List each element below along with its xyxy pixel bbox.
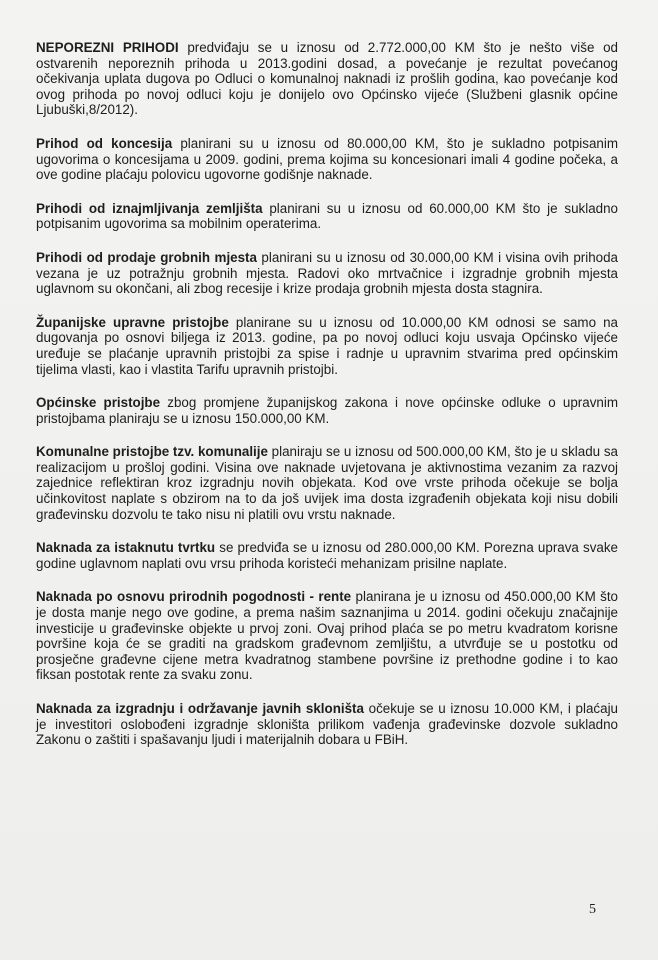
paragraph-heading: Naknada za izgradnju i održavanje javnih skloništa xyxy=(36,701,364,716)
paragraph-text: se predviđa se u iznosu od 280.000,00 KM. Porezna uprava svake godine uglavnom naplati ovu vrsu prihoda koristeći mehanizam prisilne naplate. xyxy=(36,540,618,571)
paragraph-heading: Naknada po osnovu prirodnih pogodnosti - rente xyxy=(36,589,352,605)
paragraph-heading: Naknada za istaknutu tvrtku xyxy=(36,540,216,556)
paragraph-text: zbog promjene županijskog zakona i nove općinske odluke o upravnim pristojbama planiraju se u iznosu 150.000,00 KM. xyxy=(36,395,618,426)
paragraph-opcinske-pristojbe xyxy=(36,395,618,426)
paragraph-istaknuta-tvrtka xyxy=(36,540,618,571)
paragraph-heading: Prihodi od prodaje grobnih mjesta xyxy=(36,249,257,265)
paragraph-zupanijske-pristojbe xyxy=(36,315,618,377)
paragraph-text: planirani su u iznosu od 60.000,00 KM što je sukladno potpisanim ugovorima sa mobilnim operaterima. xyxy=(36,200,618,232)
paragraph-heading: NEPOREZNI PRIHODI xyxy=(36,40,179,55)
paragraph-renta xyxy=(36,589,618,683)
paragraph-heading: Županijske upravne pristojbe xyxy=(36,314,229,330)
paragraph-javna-skloniste xyxy=(36,701,618,748)
paragraph-neporezni-prihodi xyxy=(36,40,618,118)
paragraph-grobna-mjesta xyxy=(36,250,618,297)
paragraph-heading: Komunalne pristojbe tzv. komunalije xyxy=(36,444,268,460)
paragraph-prihod-od-koncesija xyxy=(36,136,618,183)
paragraph-komunalne-pristojbe xyxy=(36,444,618,522)
paragraph-text: planirane su u iznosu od 10.000,00 KM odnosi se samo na dugovanja po osnovi biljega iz 2013. godine, pa po novoj odluci koju usvaja Općinsko vijeće uređuje se plaćanje upravnih pristojbi za spise i radnje u upravnim stvarima pred općinskim tijelima vlasti, kao i vlastita Tarifu upravnih pristojbi. xyxy=(36,314,618,377)
paragraph-text: planirani su u iznosu od 80.000,00 KM, što je sukladno potpisanim ugovorima o koncesijama u 2009. godini, prema kojima su koncesionari imali 4 godine počeka, a ove godine plaćaju polovicu ugovorne godišnje naknade. xyxy=(36,135,618,183)
paragraph-iznajmljivanje-zemljista xyxy=(36,201,618,232)
paragraph-text: predviđaju se u iznosu od 2.772.000,00 KM što je nešto više od ostvarenih neporeznih prihoda u 2013.godini dosad, a povećanje je rezultat povećanog očekivanja uplata dugova po Odluci o komunalnoj naknadi iz prošlih godina, kao povećanje kod ovog prihoda po novoj odluci koju je donijelo ovo Općinsko vijeće (Službeni glasnik općine Ljubuški,8/2012). xyxy=(36,40,618,118)
paragraph-text: planirana je u iznosu od 450.000,00 KM što je dosta manje nego ove godine, a prema našim saznanjima u 2014. godini očekuju značajnije investicije u građevinske objekte u prvoj zoni. Ovaj prihod plaća se po metru kvadratom korisne površine koja će se graditi na gradskom građevnom zemljištu, a utvrđuje se u postotku od prosječne građevne cijene metra kvadratnog stambene površine iz prethodne godine i to kao fiksan postotak rente za svaku zonu. xyxy=(36,589,618,683)
paragraph-heading: Prihodi od iznajmljivanja zemljišta xyxy=(36,200,263,216)
paragraph-text: planiraju se u iznosu od 500.000,00 KM, što je u skladu sa realizacijom u prošloj godini. Visina ove naknade uvjetovana je aktivnostima vezanim za razvoj zajednice reflektiran kroz izgradnju novih objekata. Kod ove vrste prihoda očekuje se bolja učinkovitost naplate s obzirom na to da još uvijek ima dosta izgrađenih objekata koji nisu dobili građevinsku dozvolu te tako nisu ni platili ovu vrstu naknade. xyxy=(36,444,618,522)
paragraph-heading: Prihod od koncesija xyxy=(36,135,173,151)
paragraph-heading: Općinske pristojbe xyxy=(36,395,161,411)
paragraph-text: očekuje se u iznosu 10.000 KM, i plaćaju je investitori oslobođeni izgradnje skloništa prilikom vađenja građevinske dozvole sukladno Zakonu o zaštiti i spašavanju ljudi i materijalnih dobara u FBiH. xyxy=(36,701,618,748)
page-number: 5 xyxy=(589,902,596,917)
paragraph-text: planirani su u iznosu od 30.000,00 KM i visina ovih prihoda vezana je uz potražnju grobnih mjesta. Radovi oko mrtvačnice i izgradnje grobnih mjesta uglavnom su okončani, ali zbog recesije i krize prodaja grobnih mjesta dosta stagnira. xyxy=(36,249,618,297)
